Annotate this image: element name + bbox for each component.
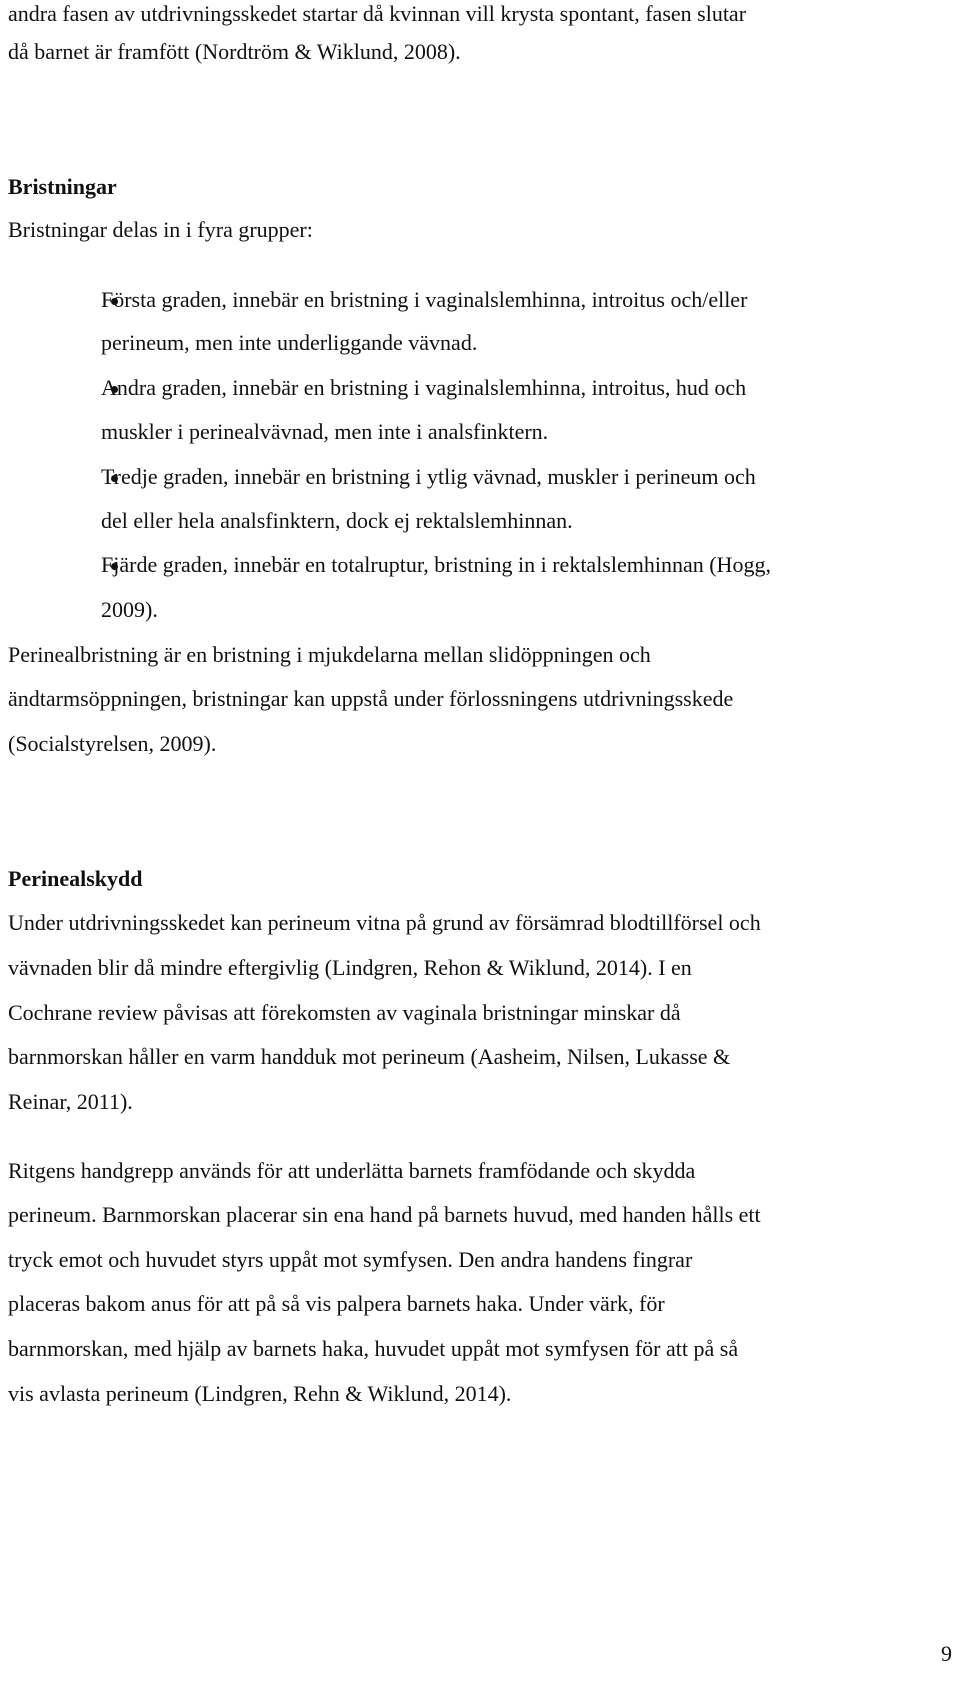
list-item-continuation: muskler i perinealvävnad, men inte i analsfinktern.: [101, 419, 549, 444]
bristningar-lead: Bristningar delas in i fyra grupper:: [8, 217, 313, 242]
list-item-text: Tredje graden, innebär en bristning i ytlig vävnad, muskler i perineum och: [101, 464, 756, 489]
perinealskydd-paragraph-line: Reinar, 2011).: [8, 1089, 133, 1114]
perinealskydd-paragraph-line: barnmorskan, med hjälp av barnets haka, huvudet uppåt mot symfysen för att på så: [8, 1336, 739, 1361]
section-heading-perinealskydd: Perinealskydd: [8, 866, 143, 891]
perinealskydd-paragraph-line: vis avlasta perineum (Lindgren, Rehn & Wiklund, 2014).: [8, 1381, 512, 1406]
section-heading-bristningar: Bristningar: [8, 174, 117, 199]
page-number: 9: [941, 1641, 952, 1666]
list-item-continuation: 2009).: [101, 597, 158, 622]
perinealskydd-paragraph-line: Ritgens handgrepp används för att underlätta barnets framfödande och skydda: [8, 1158, 696, 1183]
list-item-text: Första graden, innebär en bristning i vaginalslemhinna, introitus och/eller: [101, 287, 748, 312]
bristningar-paragraph-line: (Socialstyrelsen, 2009).: [8, 731, 217, 756]
list-item-text: Fjärde graden, innebär en totalruptur, bristning in i rektalslemhinnan (Hogg,: [101, 552, 771, 577]
list-item: [8, 463, 952, 491]
list-item-text: Andra graden, innebär en bristning i vaginalslemhinna, introitus, hud och: [101, 375, 747, 400]
intro-line: då barnet är framfött (Nordtröm & Wiklund, 2008).: [8, 39, 461, 64]
list-item-continuation: perineum, men inte underliggande vävnad.: [101, 330, 478, 355]
perinealskydd-paragraph-line: Cochrane review påvisas att förekomsten av vaginala bristningar minskar då: [8, 1000, 681, 1025]
perinealskydd-paragraph-line: Under utdrivningsskedet kan perineum vitna på grund av försämrad blodtillförsel och: [8, 910, 761, 935]
list-item: [8, 286, 952, 314]
perinealskydd-paragraph-line: barnmorskan håller en varm handduk mot perineum (Aasheim, Nilsen, Lukasse &: [8, 1044, 731, 1069]
intro-line: andra fasen av utdrivningsskedet startar då kvinnan vill krysta spontant, fasen slutar: [8, 1, 747, 26]
perinealskydd-paragraph-line: perineum. Barnmorskan placerar sin ena hand på barnets huvud, med handen hålls ett: [8, 1202, 761, 1227]
list-item: [8, 551, 952, 579]
bristningar-paragraph-line: Perinealbristning är en bristning i mjukdelarna mellan slidöppningen och: [8, 642, 651, 667]
perinealskydd-paragraph-line: tryck emot och huvudet styrs uppåt mot symfysen. Den andra handens fingrar: [8, 1247, 693, 1272]
list-item: [8, 374, 952, 402]
perinealskydd-paragraph-line: placeras bakom anus för att på så vis palpera barnets haka. Under värk, för: [8, 1291, 665, 1316]
bristningar-paragraph-line: ändtarmsöppningen, bristningar kan uppstå under förlossningens utdrivningsskede: [8, 686, 734, 711]
list-item-continuation: del eller hela analsfinktern, dock ej rektalslemhinnan.: [101, 508, 573, 533]
perinealskydd-paragraph-line: vävnaden blir då mindre eftergivlig (Lindgren, Rehon & Wiklund, 2014). I en: [8, 955, 692, 980]
